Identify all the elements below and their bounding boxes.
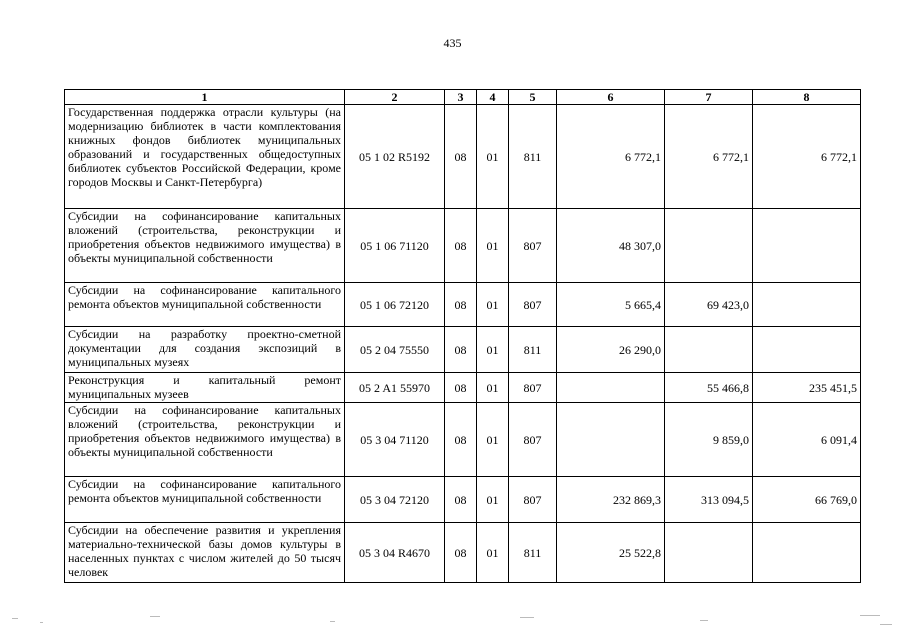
row-value-col8	[753, 283, 861, 327]
row-subsection: 01	[477, 373, 509, 403]
table-row	[65, 327, 861, 373]
row-value-col8	[753, 209, 861, 283]
row-subsection: 01	[477, 327, 509, 373]
row-section: 08	[445, 283, 477, 327]
row-value-col7: 9 859,0	[665, 403, 753, 477]
row-section: 08	[445, 327, 477, 373]
row-section: 08	[445, 403, 477, 477]
header-cell-1: 1	[65, 90, 345, 105]
row-expense-type: 807	[509, 283, 557, 327]
table-row	[65, 373, 861, 403]
row-subsection: 01	[477, 283, 509, 327]
row-value-col6: 25 522,8	[557, 523, 665, 583]
row-name: Государственная поддержка отрасли культуры (на модернизацию библиотек в части комплектования книжных фондов библиотек муниципальных образований и государственных общедоступных библиотек субъектов Российской Федерации, кроме городов Москвы и Санкт-Петербурга)	[65, 105, 345, 209]
row-value-col7: 69 423,0	[665, 283, 753, 327]
row-value-col6: 26 290,0	[557, 327, 665, 373]
row-section: 08	[445, 523, 477, 583]
header-cell-7: 7	[665, 90, 753, 105]
row-value-col6: 6 772,1	[557, 105, 665, 209]
row-section: 08	[445, 373, 477, 403]
budget-table	[64, 89, 861, 583]
row-section: 08	[445, 209, 477, 283]
row-value-col7	[665, 209, 753, 283]
row-value-col7: 6 772,1	[665, 105, 753, 209]
header-row	[65, 90, 861, 105]
table-row	[65, 105, 861, 209]
row-value-col8: 6 772,1	[753, 105, 861, 209]
row-value-col7	[665, 327, 753, 373]
row-code: 05 1 06 71120	[345, 209, 445, 283]
row-subsection: 01	[477, 209, 509, 283]
row-code: 05 1 06 72120	[345, 283, 445, 327]
row-section: 08	[445, 477, 477, 523]
row-subsection: 01	[477, 477, 509, 523]
row-code: 05 3 04 71120	[345, 403, 445, 477]
page-number: 435	[443, 36, 462, 50]
header-cell-6: 6	[557, 90, 665, 105]
row-value-col7	[665, 523, 753, 583]
table-row	[65, 523, 861, 583]
row-value-col8	[753, 523, 861, 583]
scan-noise	[0, 612, 905, 632]
header-cell-2: 2	[345, 90, 445, 105]
header-cell-8: 8	[753, 90, 861, 105]
row-expense-type: 811	[509, 523, 557, 583]
row-subsection: 01	[477, 403, 509, 477]
row-expense-type: 807	[509, 209, 557, 283]
row-value-col7: 313 094,5	[665, 477, 753, 523]
row-expense-type: 811	[509, 327, 557, 373]
header-cell-4: 4	[477, 90, 509, 105]
row-value-col8	[753, 327, 861, 373]
row-subsection: 01	[477, 105, 509, 209]
row-code: 05 2 A1 55970	[345, 373, 445, 403]
row-value-col6	[557, 403, 665, 477]
row-name: Субсидии на софинансирование капитальных вложений (строительства, реконструкции и приобретения объектов недвижимого имущества) в объекты муниципальной собственности	[65, 209, 345, 283]
row-name: Субсидии на софинансирование капитальных вложений (строительства, реконструкции и приобретения объектов недвижимого имущества) в объекты муниципальной собственности	[65, 403, 345, 477]
row-value-col7: 55 466,8	[665, 373, 753, 403]
table-row	[65, 283, 861, 327]
row-value-col6: 48 307,0	[557, 209, 665, 283]
row-code: 05 3 04 R4670	[345, 523, 445, 583]
row-value-col6: 232 869,3	[557, 477, 665, 523]
row-expense-type: 807	[509, 403, 557, 477]
row-value-col8: 235 451,5	[753, 373, 861, 403]
row-value-col8: 6 091,4	[753, 403, 861, 477]
row-section: 08	[445, 105, 477, 209]
table-row	[65, 477, 861, 523]
row-name: Реконструкция и капитальный ремонт муниципальных музеев	[65, 373, 345, 403]
row-expense-type: 811	[509, 105, 557, 209]
row-subsection: 01	[477, 523, 509, 583]
header-cell-3: 3	[445, 90, 477, 105]
row-expense-type: 807	[509, 373, 557, 403]
row-code: 05 1 02 R5192	[345, 105, 445, 209]
row-name: Субсидии на софинансирование капитального ремонта объектов муниципальной собственности	[65, 283, 345, 327]
row-value-col6: 5 665,4	[557, 283, 665, 327]
row-name: Субсидии на обеспечение развития и укрепления материально-технической базы домов культуры в населенных пунктах с числом жителей до 50 тысяч человек	[65, 523, 345, 583]
row-value-col6	[557, 373, 665, 403]
row-name: Субсидии на софинансирование капитального ремонта объектов муниципальной собственности	[65, 477, 345, 523]
table-row	[65, 403, 861, 477]
header-cell-5: 5	[509, 90, 557, 105]
table-row	[65, 209, 861, 283]
row-code: 05 3 04 72120	[345, 477, 445, 523]
row-value-col8: 66 769,0	[753, 477, 861, 523]
row-code: 05 2 04 75550	[345, 327, 445, 373]
row-expense-type: 807	[509, 477, 557, 523]
row-name: Субсидии на разработку проектно-сметной документации для создания экспозиций в муниципальных музеях	[65, 327, 345, 373]
